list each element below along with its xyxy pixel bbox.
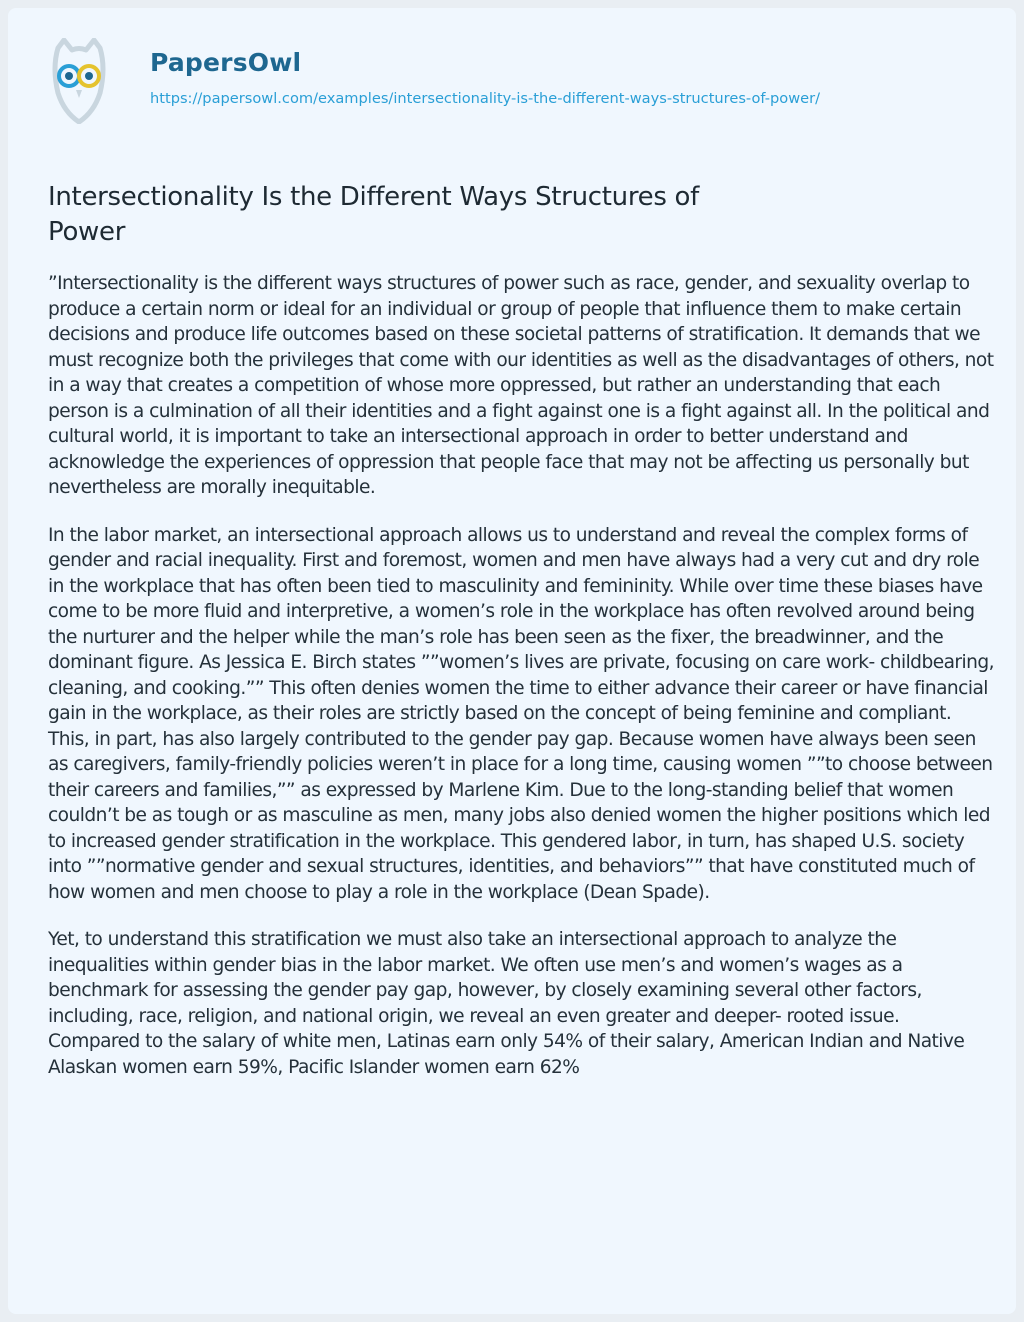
brand-name[interactable]: PapersOwl bbox=[150, 48, 302, 77]
paragraph: Yet, to understand this stratification we must also take an intersectional approach to analyze the inequalities within gender bias in the labor market. We often use men’s and women’s wages as a benchmark for assessing the gender pay gap, however, by closely examining several other factors, including, race, religion, and national origin, we reveal an even greater and deeper- rooted issue. Compared to the salary of white men, Latinas earn only 54% of their salary, American Indian and Native Alaskan women earn 59%, Pacific Islander women earn 62% bbox=[48, 929, 965, 1078]
brand-block bbox=[150, 46, 820, 108]
site-header bbox=[50, 38, 821, 138]
owl-logo-icon bbox=[50, 38, 108, 124]
document-page bbox=[8, 8, 1016, 1314]
source-url-link[interactable]: https://papersowl.com/examples/intersectionality-is-the-different-ways-structures-of-power/ bbox=[150, 90, 821, 107]
paragraph: ”Intersectionality is the different ways structures of power such as race, gender, and sexuality overlap to produce a certain norm or ideal for an individual or group of people that influence them to make certain decisions and produce life outcomes based on these societal patterns of stratification. It demands that we must recognize both the privileges that come with our identities as well as the disadvantages of others, not in a way that creates a competition of whose more oppressed, but rather an understanding that each person is a culmination of all their identities and a fight against one is a fight against all. In the political and cultural world, it is important to take an intersectional approach in order to better understand and acknowledge the experiences of oppression that people face that may not be affecting us personally but nevertheless are morally inequitable. bbox=[48, 273, 994, 498]
paragraph: In the labor market, an intersectional approach allows us to understand and reveal the complex forms of gender and racial inequality. First and foremost, women and men have always had a very cut and dry role in the workplace that has often been tied to masculinity and femininity. While over time these biases have come to be more fluid and interpretive, a women’s role in the workplace has often revolved around being the nurturer and the helper while the man’s role has been seen as the fixer, the breadwinner, and the dominant figure. As Jessica E. Birch states ””women’s lives are private, focusing on care work- childbearing, cleaning, and cooking.”” This often denies women the time to either advance their career or have financial gain in the workplace, as their roles are strictly based on the concept of being feminine and compliant. This, in part, has also largely contributed to the gender pay gap. Because women have always been seen as caregivers, family-friendly policies weren’t in place for a long time, causing women ””to choose between their careers and families,”” as expressed by Marlene Kim. Due to the long-standing belief that women couldn’t be as tough or as masculine as men, many jobs also denied women the higher positions which led to increased gender stratification in the workplace. This gendered labor, in turn, has shaped U.S. society into ””normative gender and sexual structures, identities, and behaviors”” that have constituted much of how women and men choose to play a role in the workplace (Dean Spade). bbox=[48, 524, 994, 903]
essay-body bbox=[48, 271, 994, 1102]
essay-title: Intersectionality Is the Different Ways Structures of Power bbox=[48, 182, 699, 247]
